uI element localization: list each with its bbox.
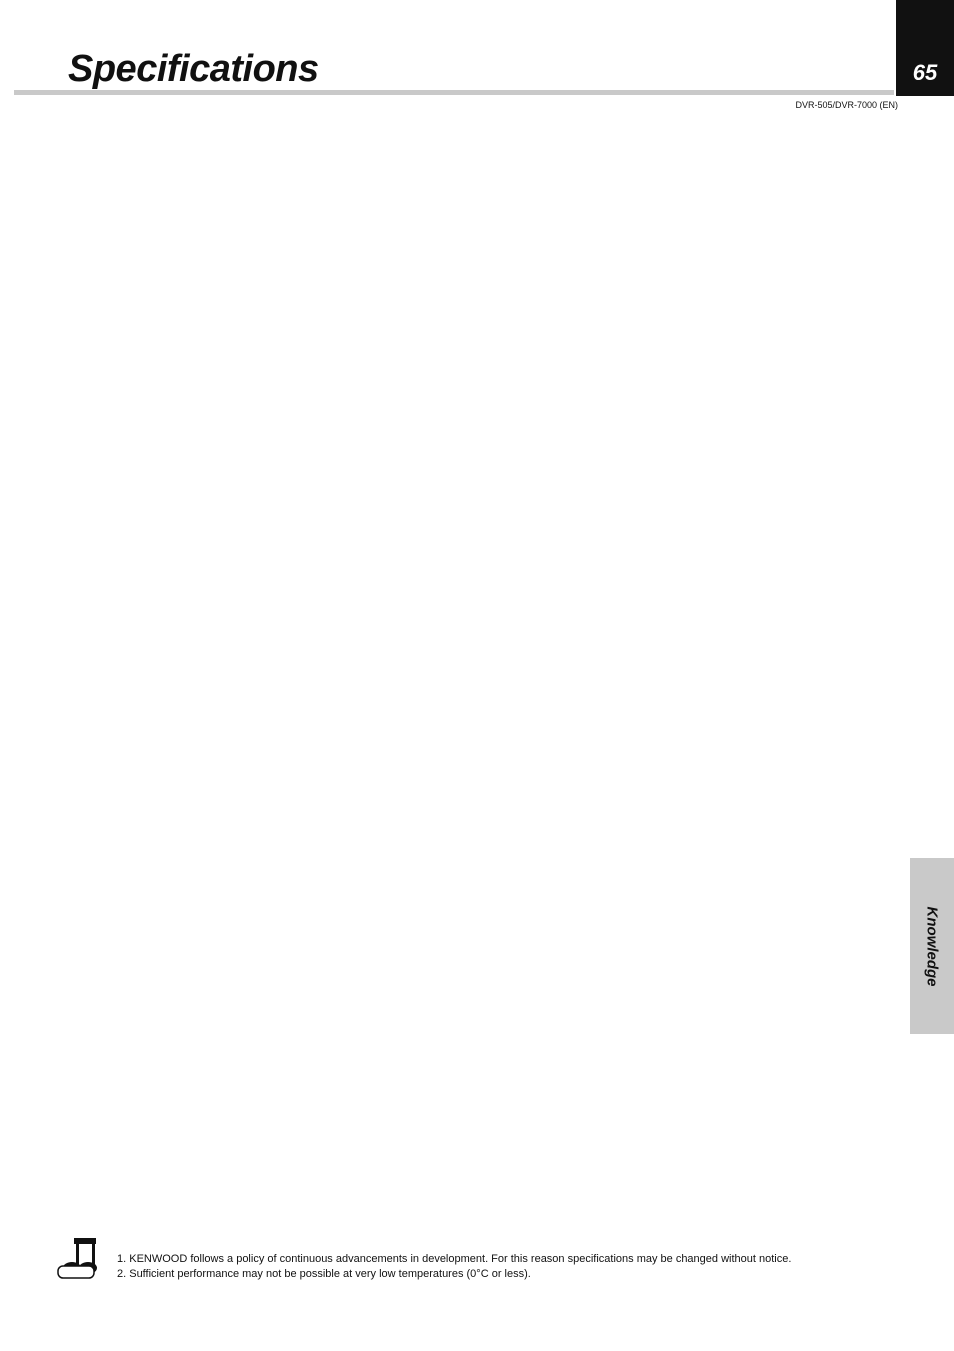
notes-text (117, 1252, 791, 1282)
page-title: Specifications (68, 48, 319, 90)
notes-icon (56, 1236, 100, 1280)
section-tab-label: Knowledge (923, 905, 941, 987)
model-label: DVR-505/DVR-7000 (EN) (795, 100, 898, 110)
note-line: 2. Sufficient performance may not be possible at very low temperatures (0°C or less). (117, 1268, 531, 1280)
page-number: 65 (896, 0, 954, 96)
title-rule (14, 90, 894, 95)
section-tab (910, 858, 954, 1034)
note-line: 1. KENWOOD follows a policy of continuous advancements in development. For this reason specifications may be changed without notice. (117, 1253, 792, 1265)
